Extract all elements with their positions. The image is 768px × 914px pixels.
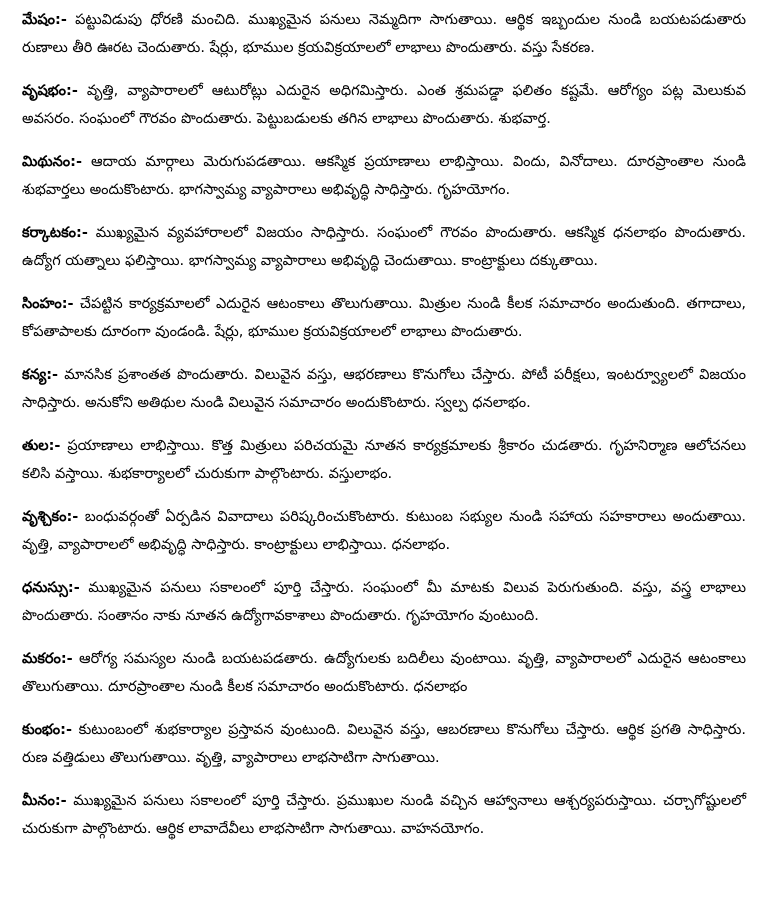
sign-separator: :-: [76, 225, 88, 241]
prediction-text: ముఖ్యమైన పనులు సకాలంలో పూర్తి చేస్తారు. సంఘంలో మీ మాటకు విలువ పెరుగుతుంది. వస్తు, వస్త్ర లాభాలు పొందుతారు. సంతానం నాకు నూతన ఉద్యోగావకాశాలు పొందుతారు. గృహయోగం వుంటుంది.: [22, 580, 746, 624]
horoscope-entry-mesham: [22, 6, 746, 62]
horoscope-entry-simham: [22, 290, 746, 346]
sign-name: మీనం: [22, 793, 55, 809]
prediction-text: ముఖ్యమైన వ్యవహారాలలో విజయం సాధిస్తారు. సంఘంలో గౌరవం పొందుతారు. ఆకస్మిక ధనలాభం పొందుతారు. ఉద్యోగ యత్నాలు ఫలిస్తాయి. భాగస్వామ్య వ్యాపారాలు అభివృద్ధి చెందుతాయి. కాంట్రాక్టులు దక్కుతాయి.: [22, 225, 746, 269]
sign-separator: :-: [46, 367, 59, 383]
sign-name: వృశ్చికం: [22, 509, 67, 525]
prediction-text: ముఖ్యమైన పనులు సకాలంలో పూర్తి చేస్తారు. ప్రముఖుల నుండి వచ్చిన ఆహ్వానాలు ఆశ్చర్యపరుస్తాయి. చర్చాగోష్టులలో చురుకుగా పాల్గొంటారు. ఆర్థిక లావాదేవీలు లాభసాటిగా సాగుతాయి. వాహనయోగం.: [22, 793, 746, 837]
sign-separator: :-: [61, 296, 74, 312]
horoscope-entry-vrushabham: [22, 77, 746, 133]
sign-name: ధనుస్సు: [22, 580, 68, 596]
sign-name: కన్య: [22, 367, 47, 383]
sign-separator: :-: [48, 438, 61, 454]
sign-name: మకరం: [22, 651, 61, 667]
sign-separator: :-: [60, 651, 73, 667]
horoscope-entry-karkatakam: [22, 219, 746, 275]
horoscope-entry-kumbham: [22, 716, 746, 772]
prediction-text: ఆరోగ్య సమస్యల నుండి బయటపడతారు. ఉద్యోగులకు బదిలీలు వుంటాయి. వృత్తి, వ్యాపారాలలో ఎదురైన ఆటంకాలు తొలుగుతాయి. దూరప్రాంతాల నుండి కీలక సమాచారం అందుకొంటారు. ధనలాభం: [22, 651, 746, 695]
sign-separator: :-: [67, 580, 80, 596]
horoscope-entry-tula: [22, 432, 746, 488]
horoscope-entry-mithunam: [22, 148, 746, 204]
prediction-text: వృత్తి, వ్యాపారాలలో ఆటురోట్లు ఎదురైన అధిగమిస్తారు. ఎంత శ్రమపడ్డా ఫలితం కష్టమే. ఆరోగ్యం పట్ల మెలుకువ అవసరం. సంఘంలో గౌరవం పొందుతారు. పెట్టుబడులకు తగిన లాభాలు పొందుతారు. శుభవార్త.: [22, 83, 746, 127]
prediction-text: చేపట్టిన కార్యక్రమాలలో ఎదురైన ఆటంకాలు తొలుగుతాయి. మిత్రుల నుండి కీలక సమాచారం అందుతుంది. తగాదాలు, కోపతాపాలకు దూరంగా వుండండి. షేర్లు, భూముల క్రయవిక్రయాలలో లాభాలు పొందుతారు.: [22, 296, 746, 340]
sign-name: కుంభం: [22, 722, 61, 738]
sign-separator: :-: [66, 509, 79, 525]
horoscope-entry-makaram: [22, 645, 746, 701]
sign-name: మేషం: [22, 12, 56, 28]
sign-name: సింహం: [22, 296, 62, 312]
sign-name: తుల: [22, 438, 49, 454]
horoscope-entry-vrushchikam: [22, 503, 746, 559]
prediction-text: పట్టువిడుపు ధోరణి మంచిది. ముఖ్యమైన పనులు నెమ్మదిగా సాగుతాయి. ఆర్థిక ఇబ్బందుల నుండి బయటపడుతారు రుణాలు తీరి ఊరట చెందుతారు. షేర్లు, భూముల క్రయవిక్రయాలలో లాభాలు పొందుతారు. వస్తు సేకరణ.: [22, 12, 746, 56]
horoscope-entry-meenam: [22, 787, 746, 843]
sign-name: మిథునం: [22, 154, 71, 170]
sign-name: కర్కాటకం: [22, 225, 77, 241]
horoscope-entry-dhanussu: [22, 574, 746, 630]
prediction-text: కుటుంబంలో శుభకార్యాల ప్రస్తావన వుంటుంది. విలువైన వస్తు, ఆబరణాలు కొనుగోలు చేస్తారు. ఆర్థిక ప్రగతి సాధిస్తారు. రుణ వత్తిడులు తొలుగుతాయి. వృత్తి, వ్యాపారాలు లాభసాటిగా సాగుతాయి.: [22, 722, 746, 766]
sign-name: వృషభం: [22, 83, 67, 99]
prediction-text: ప్రయాణాలు లాభిస్తాయి. కొత్త మిత్రులు పరిచయమై నూతన కార్యక్రమాలకు శ్రీకారం చుడతారు. గృహనిర్మాణ ఆలోచనలు కలిసి వస్తాయి. శుభకార్యాలలో చురుకుగా పాల్గొంటారు. వస్తులాభం.: [22, 438, 746, 482]
prediction-text: బంధువర్గంతో ఏర్పడిన వివాదాలు పరిష్కరించుకొంటారు. కుటుంబ సభ్యుల నుండి సహాయ సహకారాలు అందుతాయి. వృత్తి, వ్యాపారాలలో అభివృద్ధి సాధిస్తారు. కాంట్రాక్టులు లాభిస్తాయి. ధనలాభం.: [22, 509, 746, 553]
sign-separator: :-: [54, 793, 67, 809]
horoscope-entry-kanya: [22, 361, 746, 417]
sign-separator: :-: [66, 83, 78, 99]
prediction-text: ఆదాయ మార్గాలు మెరుగుపడతాయి. ఆకస్మిక ప్రయాణాలు లాభిస్తాయి. విందు, వినోదాలు. దూరప్రాంతాల నుండి శుభవార్తలు అందుకొంటారు. భాగస్వామ్య వ్యాపారాలు అభివృద్ధి సాధిస్తారు. గృహయోగం.: [22, 154, 746, 198]
sign-separator: :-: [55, 12, 67, 28]
sign-separator: :-: [60, 722, 72, 738]
sign-separator: :-: [70, 154, 82, 170]
prediction-text: మానసిక ప్రశాంతత పొందుతారు. విలువైన వస్తు, ఆభరణాలు కొనుగోలు చేస్తారు. పోటీ పరీక్షలు, ఇంటర్వ్యూలలో విజయం సాధిస్తారు. అనుకోని అతిథుల నుండి విలువైన సమాచారం అందుకొంటారు. స్వల్ప ధనలాభం.: [22, 367, 746, 411]
